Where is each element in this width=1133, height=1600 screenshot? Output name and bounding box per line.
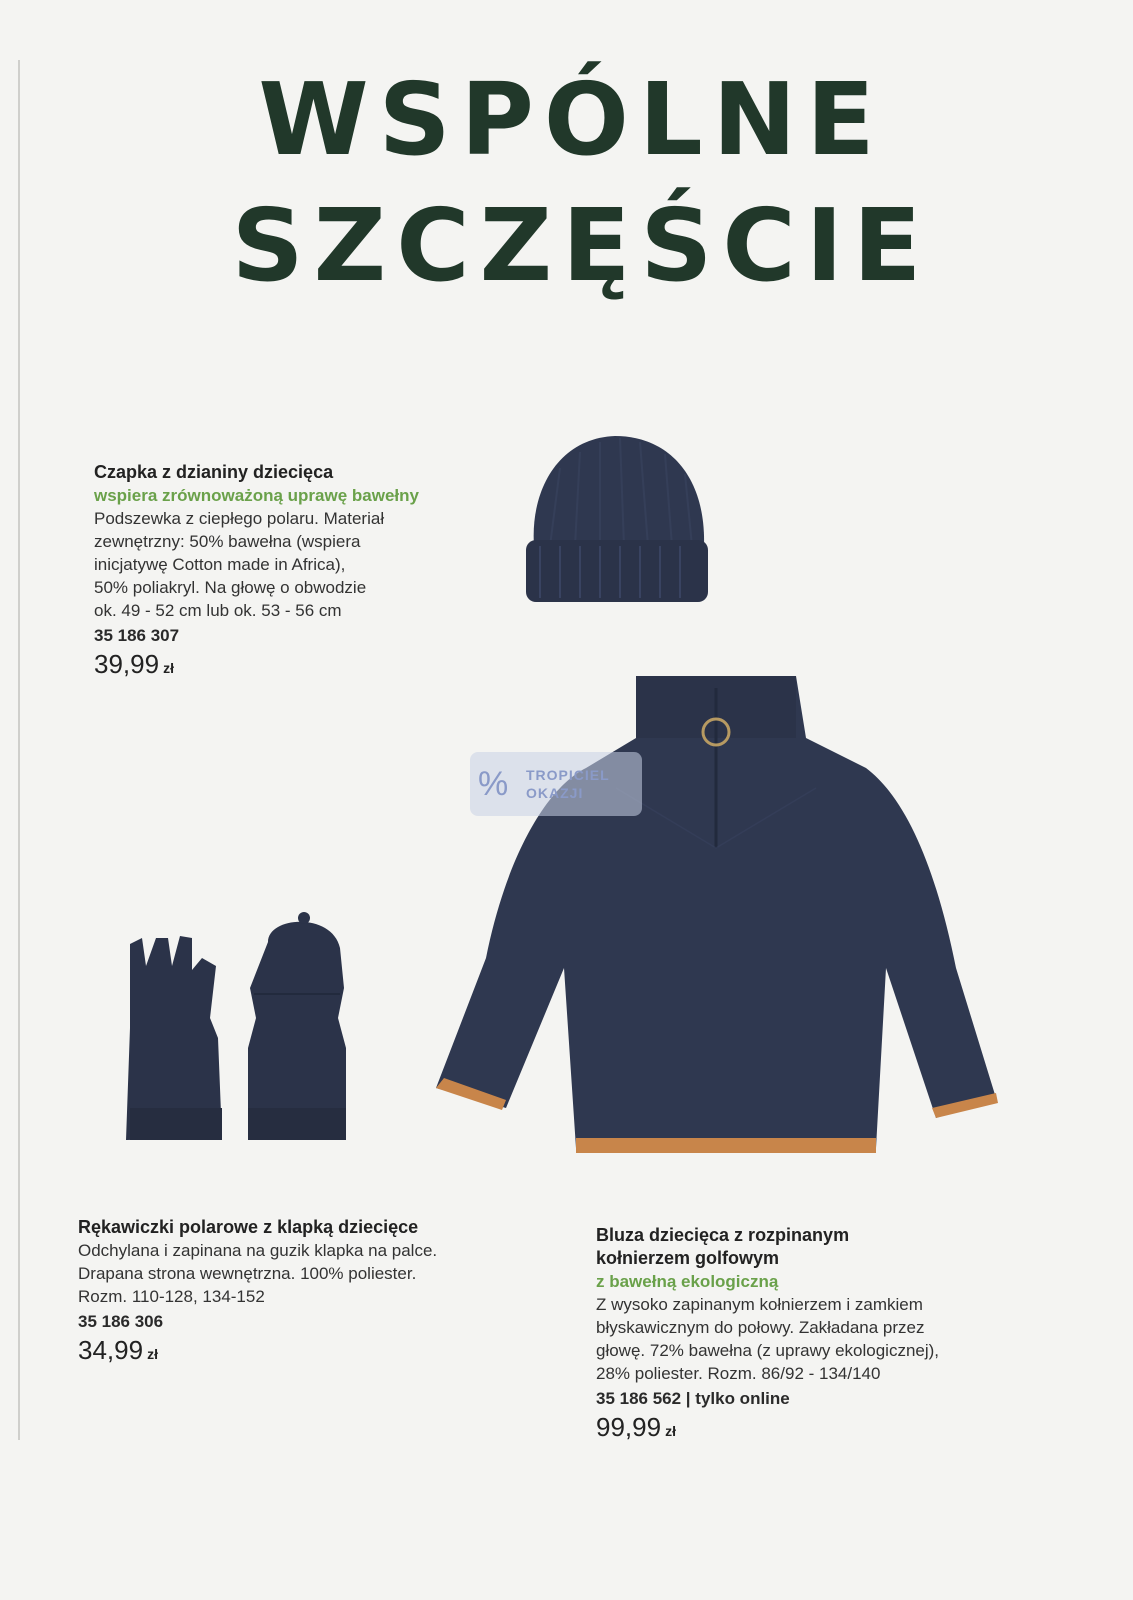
description-line: inicjatywę Cotton made in Africa), [94,555,346,574]
product-code: 35 186 306 [78,1312,164,1331]
title-line-2: SZCZĘŚCIE [231,187,932,304]
product-name: Rękawiczki polarowe z klapką dziecięce [78,1217,419,1237]
percent-icon: % [478,764,509,803]
product-description [596,1293,1016,1385]
description-line: ok. 49 - 52 cm lub ok. 53 - 56 cm [94,601,342,620]
product-code: 35 186 307 [94,626,180,645]
product-name-line: Bluza dziecięca z rozpinanym [596,1225,850,1245]
watermark-line-2: OKAZJI [526,785,584,801]
product-description [94,507,494,622]
watermark-logo [470,752,642,816]
product-gloves [78,1216,518,1366]
price-value: 39,99 [94,649,160,679]
title-line-1: WSPÓLNE [258,61,885,178]
price-currency: zł [163,660,174,676]
description-line: 50% poliakryl. Na głowę o obwodzie [94,578,367,597]
sweater-image [436,668,1006,1168]
description-line: 28% poliester. Rozm. 86/92 - 134/140 [596,1364,881,1383]
eco-note: z bawełną ekologiczną [596,1272,779,1291]
product-name-line: kołnierzem golfowym [596,1248,780,1268]
description-line: Rozm. 110-128, 134-152 [78,1287,265,1306]
price-currency: zł [665,1423,676,1439]
watermark-line-1: TROPICIEL [526,767,610,783]
page-title [0,61,1133,304]
description-line: Drapana strona wewnętrzna. 100% poliester. [78,1264,417,1283]
description-line: zewnętrzny: 50% bawełna (wspiera [94,532,361,551]
product-hat [94,461,494,680]
product-price [596,1412,1016,1443]
price-value: 34,99 [78,1335,144,1365]
description-line: błyskawicznym do połowy. Zakładana przez [596,1318,925,1337]
description-line: Z wysoko zapinanym kołnierzem i zamkiem [596,1295,923,1314]
product-name: Czapka z dzianiny dziecięca [94,462,334,482]
gloves-image [118,908,358,1158]
product-code: 35 186 562 | tylko online [596,1389,790,1408]
product-price [78,1335,518,1366]
price-currency: zł [147,1346,158,1362]
product-name [596,1224,1016,1270]
description-line: Odchylana i zapinana na guzik klapka na palce. [78,1241,438,1260]
price-value: 99,99 [596,1412,662,1442]
product-price [94,649,494,680]
product-sweater [596,1224,1016,1443]
eco-note: wspiera zrównoważoną uprawę bawełny [94,486,419,505]
knit-hat-image [520,428,720,608]
product-description [78,1239,518,1308]
description-line: Podszewka z ciepłego polaru. Materiał [94,509,385,528]
description-line: głowę. 72% bawełna (z uprawy ekologicznej), [596,1341,940,1360]
